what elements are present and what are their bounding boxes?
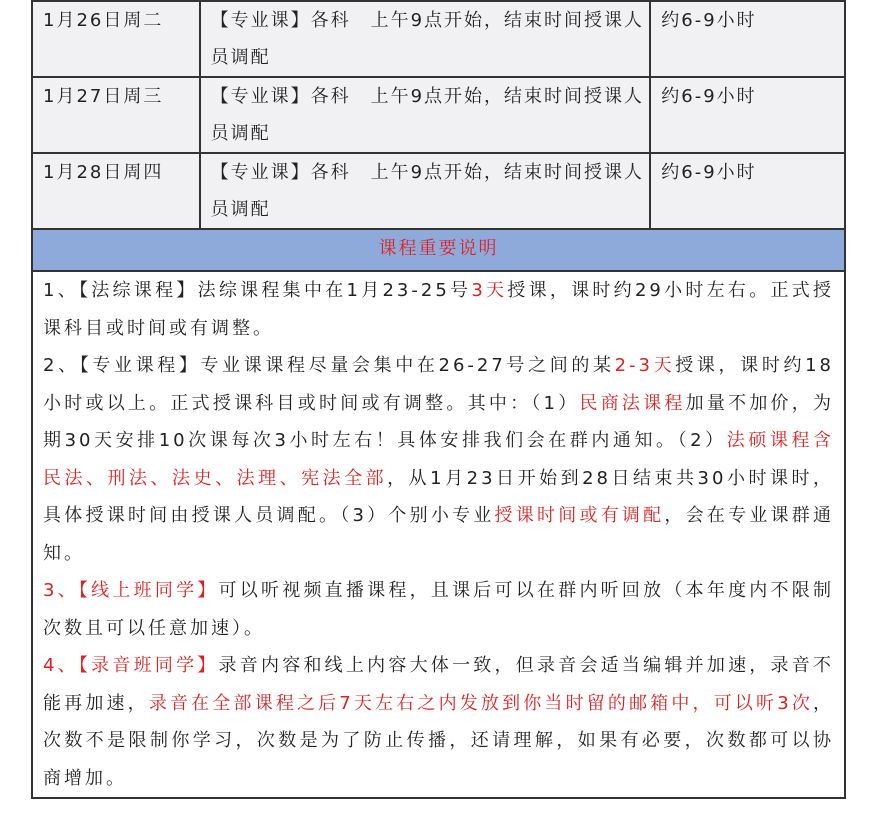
note-highlight: 3、【线上班同学】: [43, 580, 219, 601]
note-text: 加量不加价，为期30天安排10次课每次3小时左右！具体安排我们会在群内通知。（2）: [43, 392, 835, 451]
note-highlight: 4、【录音班同学】: [43, 655, 219, 676]
schedule-duration: 约6-9小时: [650, 1, 845, 77]
note-text: 可以听视频直播课程，且课后可以在群内听回放（本年度内不限制次数且可以任意加速）。: [43, 580, 834, 639]
note-text: 授课，课时约29小时左右。正式授课科目或时间或有调整。: [43, 280, 834, 339]
schedule-table: [31, 0, 846, 272]
schedule-duration: 约6-9小时: [650, 153, 845, 229]
schedule-row: [32, 1, 845, 77]
schedule-row: [32, 77, 845, 153]
note-highlight: 录音在全部课程之后7天左右之内发放到你当时留的邮箱中，可以听3次: [148, 692, 813, 714]
note-3: [43, 572, 834, 647]
schedule-content: 【专业课】各科 上午9点开始，结束时间授课人员调配: [200, 77, 651, 153]
note-text: 录音内容和线上内容大体一致，但录音会适当编辑并加速，录音不能再加速，: [43, 655, 834, 714]
schedule-content: 【专业课】各科 上午9点开始，结束时间授课人员调配: [200, 153, 651, 229]
notes-header: 课程重要说明: [32, 229, 845, 271]
notes-body: [31, 272, 846, 799]
note-text: 授课，课时约18小时或以上。正式授课科目或时间或有调整。其中：（1）: [43, 355, 834, 414]
schedule-row: [32, 153, 845, 229]
note-highlight: 授课时间或有调配: [494, 505, 665, 526]
note-text: ，次数不是限制你学习，次数是为了防止传播，还请理解，如果有必要，次数都可以协商增加。: [43, 692, 834, 789]
note-4: [43, 647, 834, 797]
note-text: 1、【法综课程】法综课程集中在1月23-25号: [43, 280, 472, 301]
schedule-date: 1月27日周三: [32, 77, 200, 153]
note-highlight: 2-3天: [614, 355, 676, 376]
note-text: 2、【专业课程】专业课课程尽量会集中在26-27号之间的某: [43, 355, 615, 376]
schedule-duration: 约6-9小时: [650, 77, 845, 153]
schedule-date: 1月28日周四: [32, 153, 200, 229]
course-schedule-document: [31, 0, 846, 799]
schedule-date: 1月26日周二: [32, 1, 200, 77]
note-1: [43, 272, 834, 347]
schedule-content: 【专业课】各科 上午9点开始，结束时间授课人员调配: [200, 1, 651, 77]
note-highlight: 法硕课程含民法、刑法、法史、法理、宪法全部: [43, 430, 835, 489]
note-2: [43, 347, 834, 572]
note-text: ，会在专业课群通知。: [43, 505, 835, 564]
note-text: ，从1月23日开始到28日结束共30小时课时，具体授课时间由授课人员调配。（3）个别小专业: [43, 467, 834, 526]
note-highlight: 3天: [471, 280, 508, 301]
note-highlight: 民商法课程: [579, 392, 686, 414]
